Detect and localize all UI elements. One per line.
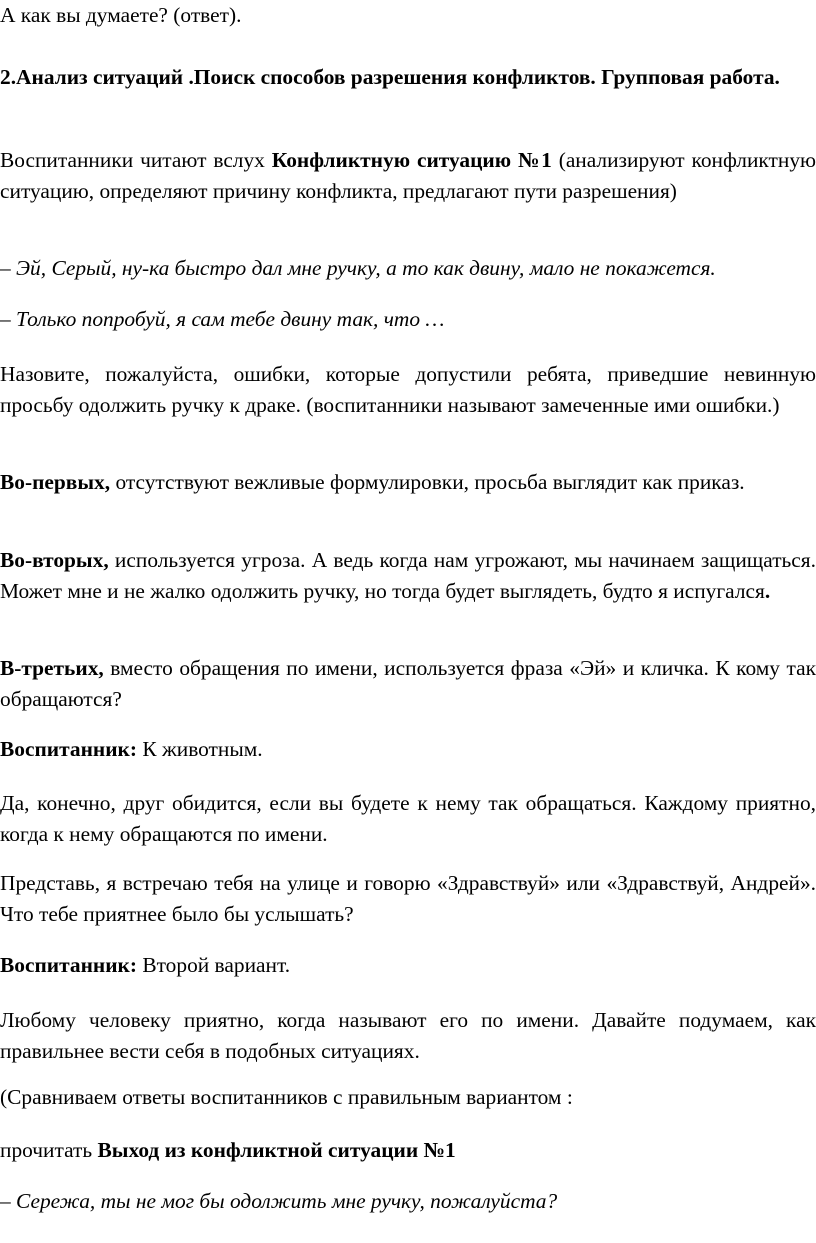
solution-title: Выход из конфликтной ситуации №1 — [97, 1138, 456, 1162]
secondly-end: . — [764, 579, 771, 603]
thirdly-label: В-третьих, — [0, 656, 104, 680]
paragraph-everyone-likes — [0, 1005, 816, 1067]
pupil-label-1: Воспитанник: — [0, 737, 137, 761]
read-instruction: прочитать — [0, 1138, 98, 1162]
dialogue-line-2 — [0, 304, 816, 335]
dialogue-line-1-text: – Эй, Серый, ну-ка быстро дал мне ручку, а то как двину, мало не покажется. — [0, 256, 716, 280]
conflict-situation-title: Конфликтную ситуацию №1 — [271, 148, 552, 172]
section-heading-text: 2.Анализ ситуаций .Поиск способов разрешения конфликтов. Групповая работа. — [0, 65, 780, 89]
dialogue-solution-text: – Сережа, ты не мог бы одолжить мне ручку, пожалуйста? — [0, 1189, 558, 1213]
section-heading — [0, 62, 816, 93]
paragraph-secondly — [0, 545, 816, 607]
paragraph-imagine — [0, 868, 816, 930]
paragraph-pupil-answer-1 — [0, 734, 816, 765]
pupil-answer-2: Второй вариант. — [137, 953, 291, 977]
paragraph-pupil-answer-2 — [0, 950, 816, 981]
question-text: А как вы думаете? (ответ). — [0, 3, 242, 27]
paragraph-compare — [0, 1082, 816, 1113]
task-intro: Воспитанники читают вслух — [0, 148, 272, 172]
paragraph-friend-offended — [0, 788, 816, 850]
paragraph-thirdly — [0, 653, 816, 715]
paragraph-task-1 — [0, 145, 816, 207]
name-mistakes-text: Назовите, пожалуйста, ошибки, которые допустили ребята, приведшие невинную просьбу одолжить ручку к драке. (воспитанники называют замеченные ими ошибки.) — [0, 362, 816, 417]
friend-offended-text: Да, конечно, друг обидится, если вы будете к нему так обращаться. Каждому приятно, когда к нему обращаются по имени. — [0, 791, 816, 846]
pupil-answer-1: К животным. — [137, 737, 263, 761]
imagine-text: Представь, я встречаю тебя на улице и говорю «Здравствуй» или «Здравствуй, Андрей». Что тебе приятнее было бы услышать? — [0, 871, 816, 926]
dialogue-line-2-text: – Только попробуй, я сам тебе двину так, что … — [0, 307, 445, 331]
paragraph-firstly — [0, 467, 816, 498]
task-description: (анализируют конфликтную ситуацию, определяют причину конфликта, предлагают пути разрешения) — [0, 148, 816, 203]
pupil-label-2: Воспитанник: — [0, 953, 137, 977]
paragraph-read-solution — [0, 1135, 816, 1166]
thirdly-text: вместо обращения по имени, используется фраза «Эй» и кличка. К кому так обращаются? — [0, 656, 816, 711]
paragraph-question — [0, 0, 816, 31]
firstly-text: отсутствуют вежливые формулировки, просьба выглядит как приказ. — [110, 470, 745, 494]
paragraph-name-mistakes — [0, 359, 816, 421]
firstly-label: Во-первых, — [0, 470, 111, 494]
dialogue-solution-line — [0, 1186, 816, 1217]
secondly-label: Во-вторых, — [0, 548, 109, 572]
compare-text: (Сравниваем ответы воспитанников с правильным вариантом : — [0, 1085, 573, 1109]
everyone-likes-text: Любому человеку приятно, когда называют его по имени. Давайте подумаем, как правильнее вести себя в подобных ситуациях. — [0, 1008, 816, 1063]
secondly-text: используется угроза. А ведь когда нам угрожают, мы начинаем защищаться. Может мне и не жалко одолжить ручку, но тогда будет выглядеть, будто я испугался — [0, 548, 816, 603]
dialogue-line-1 — [0, 253, 816, 284]
